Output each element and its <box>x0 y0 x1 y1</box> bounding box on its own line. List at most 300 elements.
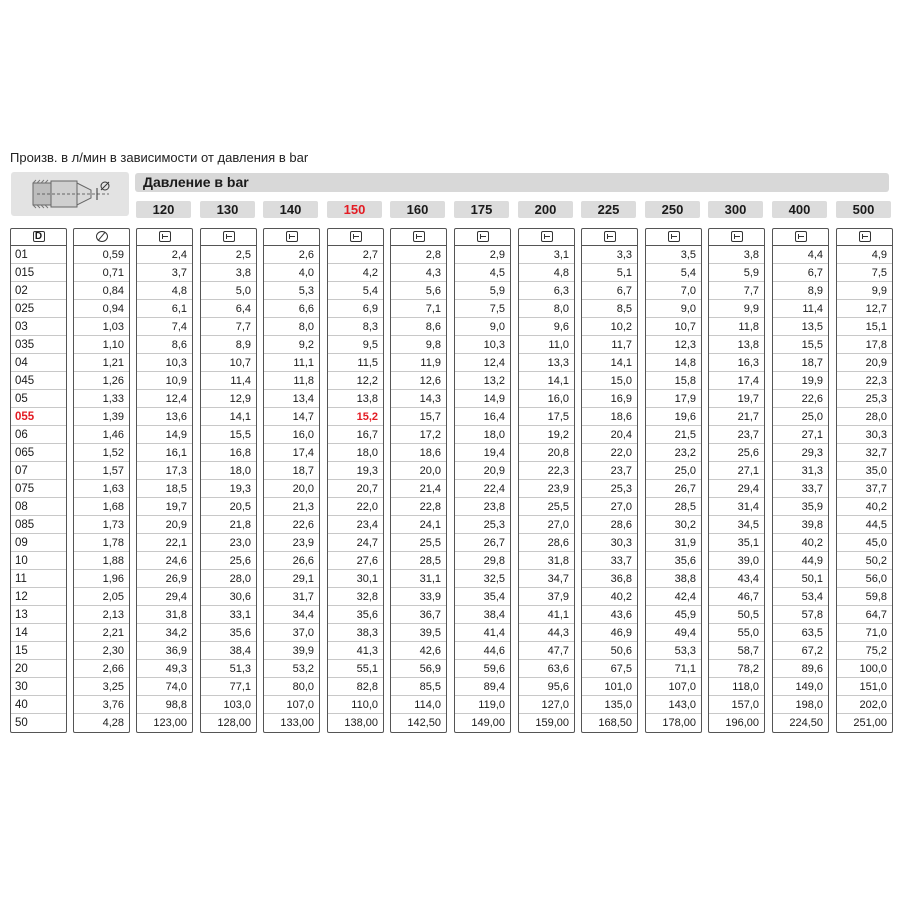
flow-cell: 11,4 <box>773 300 828 318</box>
flow-column-header <box>837 229 892 246</box>
flow-cell: 31,8 <box>519 552 574 570</box>
flow-cell: 53,4 <box>773 588 828 606</box>
flow-cell: 39,9 <box>264 642 319 660</box>
flow-cell: 11,9 <box>391 354 446 372</box>
flow-cell: 13,4 <box>264 390 319 408</box>
flow-cell: 13,6 <box>137 408 192 426</box>
nozzle-code-cell: 01 <box>11 246 66 264</box>
flow-cell: 26,7 <box>646 480 701 498</box>
flow-column-225 <box>581 228 638 733</box>
flow-cell: 5,9 <box>709 264 764 282</box>
flow-cell: 30,6 <box>201 588 256 606</box>
pressure-header-175: 175 <box>454 201 509 218</box>
flow-column-300 <box>708 228 765 733</box>
flow-cell: 23,9 <box>519 480 574 498</box>
flow-cell: 25,5 <box>519 498 574 516</box>
flow-cell: 114,0 <box>391 696 446 714</box>
flow-cell: 28,5 <box>646 498 701 516</box>
flow-cell: 27,0 <box>582 498 637 516</box>
flow-cell: 38,4 <box>455 606 510 624</box>
nozzle-code-cell: 035 <box>11 336 66 354</box>
flow-cell: 29,3 <box>773 444 828 462</box>
flow-cell: 6,6 <box>264 300 319 318</box>
flow-cell: 9,0 <box>455 318 510 336</box>
flow-cell: 29,4 <box>137 588 192 606</box>
flow-cell: 38,8 <box>646 570 701 588</box>
flow-cell: 25,6 <box>709 444 764 462</box>
flow-cell: 32,5 <box>455 570 510 588</box>
flow-cell: 35,4 <box>455 588 510 606</box>
diameter-cell: 0,84 <box>74 282 129 300</box>
flow-cell: 80,0 <box>264 678 319 696</box>
flow-cell: 14,9 <box>455 390 510 408</box>
flow-cell: 28,0 <box>201 570 256 588</box>
flow-cell: 4,4 <box>773 246 828 264</box>
flow-cell: 21,8 <box>201 516 256 534</box>
flow-cell: 9,0 <box>646 300 701 318</box>
flow-column-150 <box>327 228 384 733</box>
flow-cell: 19,3 <box>328 462 383 480</box>
flow-cell: 5,9 <box>455 282 510 300</box>
flow-cell: 2,4 <box>137 246 192 264</box>
flow-cell: 23,7 <box>709 426 764 444</box>
flow-cell: 45,9 <box>646 606 701 624</box>
flow-cell: 10,9 <box>137 372 192 390</box>
flow-cell: 118,0 <box>709 678 764 696</box>
flow-cell: 20,4 <box>582 426 637 444</box>
flow-cell: 5,0 <box>201 282 256 300</box>
flow-cell: 13,2 <box>455 372 510 390</box>
flow-cell: 42,6 <box>391 642 446 660</box>
flow-cell: 20,9 <box>837 354 892 372</box>
flow-cell: 15,5 <box>773 336 828 354</box>
flow-cell: 40,2 <box>837 498 892 516</box>
diameter-cell: 1,03 <box>74 318 129 336</box>
flow-cell: 9,6 <box>519 318 574 336</box>
flow-cell: 98,8 <box>137 696 192 714</box>
flow-cell: 18,0 <box>328 444 383 462</box>
flow-cell: 14,1 <box>201 408 256 426</box>
flow-cell: 59,6 <box>455 660 510 678</box>
flow-cell: 224,50 <box>789 717 823 729</box>
flow-cell: 95,6 <box>519 678 574 696</box>
flow-icon <box>541 231 553 242</box>
flow-cell: 37,9 <box>519 588 574 606</box>
flow-cell: 43,6 <box>582 606 637 624</box>
flow-column-130 <box>200 228 257 733</box>
flow-cell: 50,1 <box>773 570 828 588</box>
flow-cell: 157,0 <box>709 696 764 714</box>
pressure-header-200: 200 <box>518 201 573 218</box>
flow-cell: 138,00 <box>344 717 378 729</box>
flow-cell: 3,3 <box>582 246 637 264</box>
code-column <box>10 228 67 733</box>
flow-cell: 22,0 <box>582 444 637 462</box>
flow-cell: 34,4 <box>264 606 319 624</box>
flow-cell: 46,9 <box>582 624 637 642</box>
flow-icon <box>413 231 425 242</box>
nozzle-code-cell: 08 <box>11 498 66 516</box>
flow-cell: 103,0 <box>201 696 256 714</box>
flow-cell: 20,0 <box>264 480 319 498</box>
flow-cell: 9,2 <box>264 336 319 354</box>
pressure-title: Давление в bar <box>143 174 249 190</box>
flow-cell: 8,6 <box>391 318 446 336</box>
flow-cell: 17,3 <box>137 462 192 480</box>
flow-cell: 2,6 <box>264 246 319 264</box>
pressure-header-140: 140 <box>263 201 318 218</box>
flow-cell: 11,7 <box>582 336 637 354</box>
flow-cell: 23,7 <box>582 462 637 480</box>
flow-cell: 8,9 <box>201 336 256 354</box>
diameter-cell: 1,96 <box>74 570 129 588</box>
flow-column-header <box>391 229 446 246</box>
flow-cell: 45,0 <box>837 534 892 552</box>
flow-cell: 4,8 <box>519 264 574 282</box>
flow-cell: 13,8 <box>709 336 764 354</box>
pressure-header-250: 250 <box>645 201 700 218</box>
pressure-header-130: 130 <box>200 201 255 218</box>
flow-cell: 19,4 <box>455 444 510 462</box>
table-caption: Произв. в л/мин в зависимости от давления в bar <box>10 150 309 165</box>
flow-cell: 30,1 <box>328 570 383 588</box>
flow-cell: 128,00 <box>217 717 251 729</box>
flow-cell: 29,8 <box>455 552 510 570</box>
diameter-cell: 1,63 <box>74 480 129 498</box>
nozzle-drawing-icon <box>29 175 119 213</box>
flow-icon <box>731 231 743 242</box>
flow-cell: 11,8 <box>264 372 319 390</box>
flow-cell: 12,9 <box>201 390 256 408</box>
flow-cell: 14,1 <box>582 354 637 372</box>
flow-cell: 30,2 <box>646 516 701 534</box>
flow-cell: 75,2 <box>837 642 892 660</box>
flow-column-200 <box>518 228 575 733</box>
flow-cell: 4,2 <box>328 264 383 282</box>
diameter-cell: 1,33 <box>74 390 129 408</box>
flow-cell: 7,5 <box>837 264 892 282</box>
flow-cell: 8,0 <box>519 300 574 318</box>
nozzle-code-cell: 11 <box>11 570 66 588</box>
diameter-cell: 0,59 <box>74 246 129 264</box>
flow-cell: 35,0 <box>837 462 892 480</box>
diameter-cell: 0,94 <box>74 300 129 318</box>
flow-cell: 19,6 <box>646 408 701 426</box>
flow-cell: 24,1 <box>391 516 446 534</box>
flow-cell: 26,6 <box>264 552 319 570</box>
nozzle-code-cell: 09 <box>11 534 66 552</box>
flow-cell: 34,2 <box>137 624 192 642</box>
flow-cell: 41,1 <box>519 606 574 624</box>
flow-cell: 23,9 <box>264 534 319 552</box>
flow-cell: 135,0 <box>582 696 637 714</box>
flow-cell: 74,0 <box>137 678 192 696</box>
flow-cell: 17,2 <box>391 426 446 444</box>
flow-cell: 8,9 <box>773 282 828 300</box>
flow-cell: 16,0 <box>519 390 574 408</box>
flow-column-header <box>646 229 701 246</box>
pressure-header-300: 300 <box>708 201 763 218</box>
flow-cell: 18,0 <box>201 462 256 480</box>
flow-column-500 <box>836 228 893 733</box>
nozzle-code-cell: 20 <box>11 660 66 678</box>
diameter-cell: 1,10 <box>74 336 129 354</box>
flow-cell: 9,9 <box>837 282 892 300</box>
flow-cell: 143,0 <box>646 696 701 714</box>
flow-cell: 13,5 <box>773 318 828 336</box>
flow-cell: 7,7 <box>201 318 256 336</box>
diameter-cell: 2,05 <box>74 588 129 606</box>
flow-cell: 15,5 <box>201 426 256 444</box>
flow-cell: 28,0 <box>837 408 892 426</box>
flow-cell: 21,3 <box>264 498 319 516</box>
flow-cell: 37,0 <box>264 624 319 642</box>
flow-cell: 107,0 <box>264 696 319 714</box>
flow-cell: 17,5 <box>519 408 574 426</box>
flow-column-250 <box>645 228 702 733</box>
flow-cell: 27,0 <box>519 516 574 534</box>
flow-cell: 35,6 <box>201 624 256 642</box>
flow-cell: 10,7 <box>201 354 256 372</box>
flow-cell: 31,3 <box>773 462 828 480</box>
pressure-header-120: 120 <box>136 201 191 218</box>
flow-cell: 25,0 <box>646 462 701 480</box>
diameter-cell: 2,21 <box>74 624 129 642</box>
flow-cell: 35,9 <box>773 498 828 516</box>
flow-cell: 55,1 <box>328 660 383 678</box>
flow-cell: 7,7 <box>709 282 764 300</box>
flow-cell: 18,7 <box>264 462 319 480</box>
flow-cell: 24,6 <box>137 552 192 570</box>
flow-cell: 41,3 <box>328 642 383 660</box>
flow-cell: 25,3 <box>455 516 510 534</box>
flow-cell: 15,1 <box>837 318 892 336</box>
flow-cell: 29,4 <box>709 480 764 498</box>
flow-cell: 119,0 <box>455 696 510 714</box>
flow-cell: 2,7 <box>328 246 383 264</box>
flow-cell: 159,00 <box>535 717 569 729</box>
flow-cell: 36,9 <box>137 642 192 660</box>
flow-column-175 <box>454 228 511 733</box>
pressure-header-225: 225 <box>581 201 636 218</box>
flow-cell: 44,3 <box>519 624 574 642</box>
code-column-header <box>11 229 66 246</box>
flow-cell: 4,0 <box>264 264 319 282</box>
flow-cell: 17,4 <box>709 372 764 390</box>
pressure-header-bar <box>135 173 889 192</box>
flow-cell: 18,6 <box>391 444 446 462</box>
nozzle-code-cell: 04 <box>11 354 66 372</box>
flow-cell: 100,0 <box>837 660 892 678</box>
flow-cell: 50,6 <box>582 642 637 660</box>
flow-cell: 127,0 <box>519 696 574 714</box>
flow-column-header <box>773 229 828 246</box>
flow-column-header <box>519 229 574 246</box>
flow-cell: 22,1 <box>137 534 192 552</box>
flow-cell: 14,7 <box>264 408 319 426</box>
flow-column-header <box>201 229 256 246</box>
flow-cell: 26,7 <box>455 534 510 552</box>
flow-cell: 10,2 <box>582 318 637 336</box>
flow-cell: 9,9 <box>709 300 764 318</box>
flow-cell: 4,3 <box>391 264 446 282</box>
flow-cell: 25,6 <box>201 552 256 570</box>
flow-cell: 33,9 <box>391 588 446 606</box>
flow-cell: 2,5 <box>201 246 256 264</box>
diameter-cell: 1,73 <box>74 516 129 534</box>
flow-cell: 22,3 <box>837 372 892 390</box>
flow-cell: 178,00 <box>662 717 696 729</box>
flow-cell: 9,8 <box>391 336 446 354</box>
flow-cell: 149,00 <box>471 717 505 729</box>
diameter-cell: 1,26 <box>74 372 129 390</box>
flow-cell: 6,7 <box>773 264 828 282</box>
nozzle-code-cell: 13 <box>11 606 66 624</box>
flow-cell: 31,9 <box>646 534 701 552</box>
flow-cell: 64,7 <box>837 606 892 624</box>
flow-cell: 34,5 <box>709 516 764 534</box>
flow-column-header <box>137 229 192 246</box>
flow-cell: 56,9 <box>391 660 446 678</box>
diameter-cell: 1,57 <box>74 462 129 480</box>
flow-cell: 25,5 <box>391 534 446 552</box>
flow-cell: 8,3 <box>328 318 383 336</box>
flow-cell: 19,7 <box>137 498 192 516</box>
flow-cell: 16,9 <box>582 390 637 408</box>
nozzle-code-cell: 03 <box>11 318 66 336</box>
flow-cell: 78,2 <box>709 660 764 678</box>
diameter-cell: 0,71 <box>74 264 129 282</box>
flow-cell: 142,50 <box>407 717 441 729</box>
flow-cell: 33,7 <box>582 552 637 570</box>
flow-cell: 39,0 <box>709 552 764 570</box>
flow-cell: 29,1 <box>264 570 319 588</box>
flow-cell: 15,2 <box>328 408 383 426</box>
diameter-cell: 4,28 <box>102 717 124 729</box>
flow-cell: 35,1 <box>709 534 764 552</box>
diameter-cell: 2,13 <box>74 606 129 624</box>
flow-cell: 23,0 <box>201 534 256 552</box>
flow-cell: 4,8 <box>137 282 192 300</box>
nozzle-code-cell: 02 <box>11 282 66 300</box>
nozzle-code-cell: 50 <box>15 717 28 729</box>
flow-cell: 22,4 <box>455 480 510 498</box>
flow-cell: 19,7 <box>709 390 764 408</box>
flow-cell: 71,0 <box>837 624 892 642</box>
flow-cell: 33,7 <box>773 480 828 498</box>
flow-cell: 13,3 <box>519 354 574 372</box>
flow-cell: 32,8 <box>328 588 383 606</box>
nozzle-drawing <box>11 172 129 216</box>
flow-icon <box>223 231 235 242</box>
flow-cell: 20,0 <box>391 462 446 480</box>
flow-cell: 6,4 <box>201 300 256 318</box>
flow-cell: 30,3 <box>582 534 637 552</box>
flow-cell: 2,8 <box>391 246 446 264</box>
d-icon: D <box>33 231 45 242</box>
nozzle-code-cell: 065 <box>11 444 66 462</box>
flow-cell: 23,2 <box>646 444 701 462</box>
flow-cell: 22,8 <box>391 498 446 516</box>
flow-cell: 101,0 <box>582 678 637 696</box>
flow-cell: 251,00 <box>853 717 887 729</box>
flow-column-400 <box>772 228 829 733</box>
flow-icon <box>795 231 807 242</box>
diameter-cell: 1,88 <box>74 552 129 570</box>
flow-cell: 7,5 <box>455 300 510 318</box>
flow-cell: 19,2 <box>519 426 574 444</box>
flow-cell: 3,7 <box>137 264 192 282</box>
flow-cell: 31,1 <box>391 570 446 588</box>
flow-cell: 41,4 <box>455 624 510 642</box>
pressure-header-150: 150 <box>327 201 382 218</box>
flow-cell: 14,9 <box>137 426 192 444</box>
nozzle-code-cell: 075 <box>11 480 66 498</box>
flow-cell: 63,6 <box>519 660 574 678</box>
flow-cell: 33,1 <box>201 606 256 624</box>
nozzle-code-cell: 10 <box>11 552 66 570</box>
flow-cell: 5,6 <box>391 282 446 300</box>
flow-cell: 15,0 <box>582 372 637 390</box>
flow-cell: 12,7 <box>837 300 892 318</box>
flow-cell: 31,8 <box>137 606 192 624</box>
flow-cell: 55,0 <box>709 624 764 642</box>
flow-cell: 24,7 <box>328 534 383 552</box>
flow-cell: 22,3 <box>519 462 574 480</box>
flow-cell: 6,9 <box>328 300 383 318</box>
flow-cell: 27,1 <box>709 462 764 480</box>
flow-cell: 36,7 <box>391 606 446 624</box>
diameter-cell: 3,25 <box>74 678 129 696</box>
flow-cell: 20,7 <box>328 480 383 498</box>
flow-cell: 6,7 <box>582 282 637 300</box>
flow-cell: 12,6 <box>391 372 446 390</box>
flow-cell: 77,1 <box>201 678 256 696</box>
flow-cell: 19,9 <box>773 372 828 390</box>
flow-cell: 133,00 <box>280 717 314 729</box>
flow-cell: 4,5 <box>455 264 510 282</box>
flow-cell: 31,7 <box>264 588 319 606</box>
diameter-cell: 2,66 <box>74 660 129 678</box>
flow-column-header <box>455 229 510 246</box>
flow-cell: 10,7 <box>646 318 701 336</box>
flow-cell: 18,5 <box>137 480 192 498</box>
flow-cell: 34,7 <box>519 570 574 588</box>
flow-cell: 202,0 <box>837 696 892 714</box>
flow-cell: 27,6 <box>328 552 383 570</box>
flow-cell: 3,1 <box>519 246 574 264</box>
flow-cell: 89,6 <box>773 660 828 678</box>
flow-cell: 50,2 <box>837 552 892 570</box>
flow-cell: 196,00 <box>725 717 759 729</box>
flow-cell: 198,0 <box>773 696 828 714</box>
flow-cell: 2,9 <box>455 246 510 264</box>
flow-cell: 85,5 <box>391 678 446 696</box>
flow-cell: 38,4 <box>201 642 256 660</box>
flow-cell: 151,0 <box>837 678 892 696</box>
flow-cell: 16,0 <box>264 426 319 444</box>
flow-cell: 30,3 <box>837 426 892 444</box>
flow-cell: 46,7 <box>709 588 764 606</box>
flow-cell: 15,8 <box>646 372 701 390</box>
flow-cell: 22,6 <box>264 516 319 534</box>
flow-cell: 12,2 <box>328 372 383 390</box>
flow-cell: 89,4 <box>455 678 510 696</box>
flow-cell: 168,50 <box>598 717 632 729</box>
flow-cell: 22,6 <box>773 390 828 408</box>
flow-cell: 3,8 <box>201 264 256 282</box>
flow-cell: 28,5 <box>391 552 446 570</box>
